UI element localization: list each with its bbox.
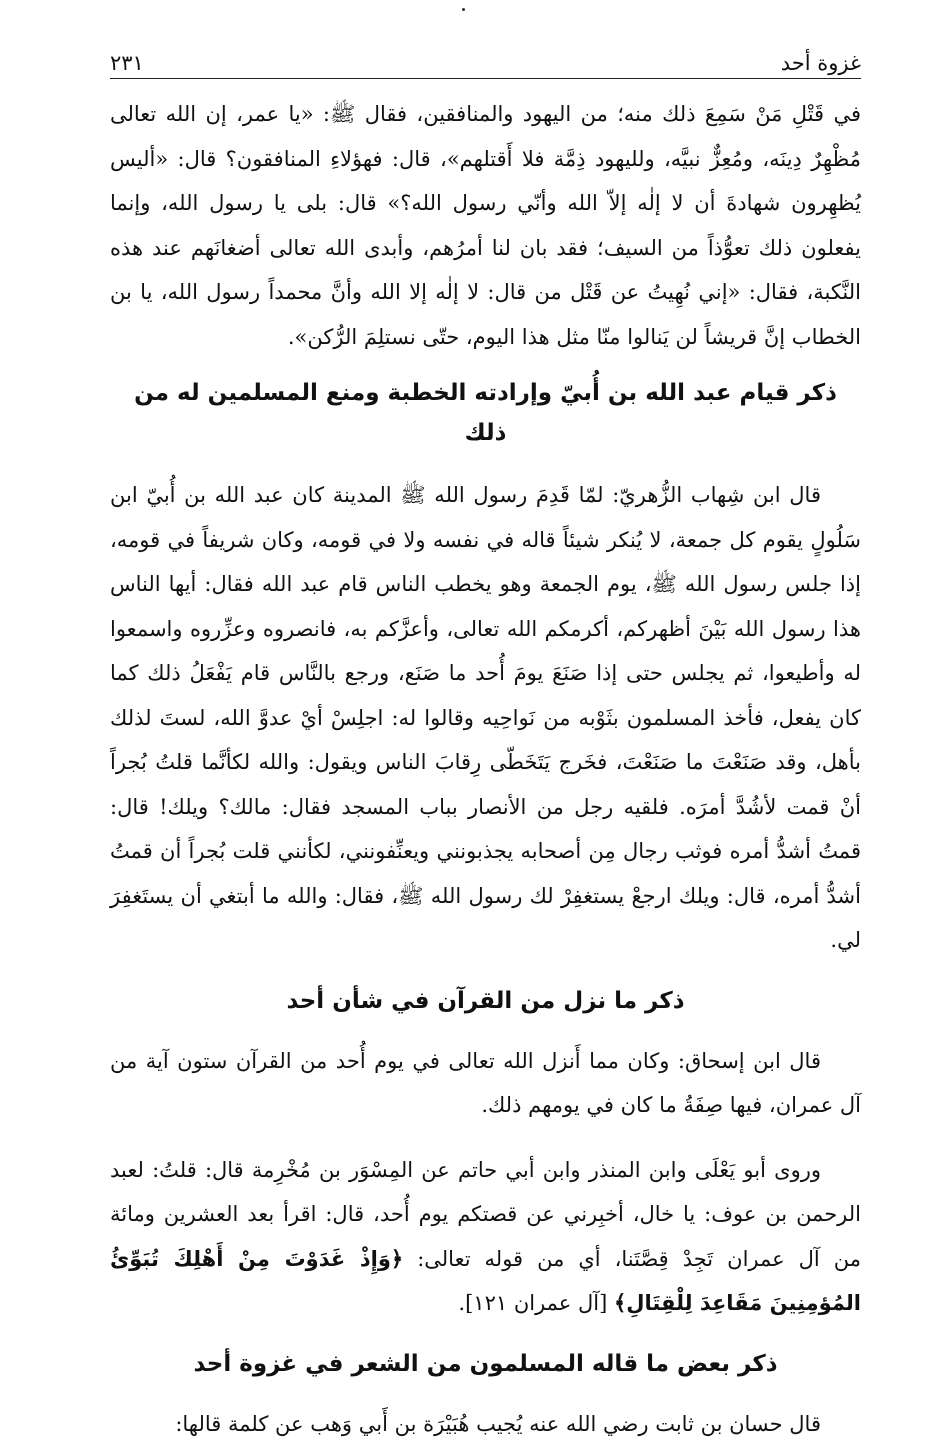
narration-text: وروى أبو يَعْلَى وابن المنذر وابن أبي حاتم عن المِسْوَر بن مُخْرِمة قال: قلتُ: لعبد الرحمن بن عوف: يا خال، أخبِرني عن قصتكم يوم أُحد، قال: اقرأ بعد العشرين ومائة من آل عمران تَجِدْ قِصَّتَنا، أي من قوله تعالى: [110,1158,861,1271]
verse-reference: [آل عمران ١٢١]. [458,1291,614,1315]
section-heading-poetry: ذكر بعض ما قاله المسلمون من الشعر في غزوة أحد [110,1344,861,1384]
paragraph-gap [110,1128,861,1148]
running-title: غزوة أحد [781,48,861,78]
scan-speck [462,8,465,11]
paragraph-zuhri-narration: قال ابن شِهاب الزُّهريّ: لمّا قَدِمَ رسول الله ﷺ المدينة كان عبد الله بن أُبيّ ابن سَلُولٍ يقوم كل جمعة، لا يُنكر شيئاً قاله في نفسه ولا في قومه، وكان شريفاً في قومه، إذا جلس رسول الله ﷺ، يوم الجمعة وهو يخطب الناس قام عبد الله فقال: أيها الناس هذا رسول الله بَيْنَ أظهركم، أكرمكم الله تعالى، وأعزَّكم به، فانصروه وعزِّروه واسمعوا له وأطيعوا، ثم يجلس حتى إذا صَنَعَ يومَ أُحد ما صَنَع، ورجع بالنَّاس قام يَفْعَلُ ذلك كما كان يفعل، فأخذ المسلمون بثَوْبه من نَواحِيه وقالوا له: اجلِسْ أيْ عدوَّ الله، لستَ لذلك بأهل، وقد صَنَعْتَ ما صَنَعْتَ، فخَرج يَتَخَطّى رِقابَ الناس ويقول: والله لكأنَّما قلتُ بُجراً أنْ قمت لأشُدَّ أمرَه. فلقيه رجل من الأنصار بباب المسجد فقال: مالك؟ ويلك! قال: قمتُ أشدُّ أمره فوثب رجال مِن أصحابه يجذبونني ويعنِّفونني، لكأنني قلت بُجراً أن قمتُ أشدُّ أمره، قال: ويلك ارجعْ يستغفِرْ لك رسول الله ﷺ، فقال: والله ما أبتغي أن يستَغفِرَ لي. [110,473,861,963]
page-number: ٢٣١ [110,48,144,78]
paragraph-miswar-narration [110,1148,861,1326]
paragraph-continued: في قَتْلِ مَنْ سَمِعَ ذلك منه؛ من اليهود والمنافقين، فقال ﷺ: «يا عمر، إن الله تعالى مُظْهِرٌ دِينَه، ومُعِزٌّ نبيَّه، ولليهود ذِمَّة فلا أَقتلهم»، قال: فهؤلاءِ المنافقون؟ قال: «أليس يُظهِرون شهادةَ أن لا إلٰه إلاّ الله وأنّي رسول الله؟» قال: بلى يا رسول الله، وإنما يفعلون ذلك تعوُّذاً من السيف؛ فقد بان لنا أمرُهم، وأبدى الله تعالى أضغانَهم عند هذه النَّكبة، فقال: «إني نُهِيتُ عن قَتْل من قال: لا إلٰه إلا الله وأنَّ محمداً رسول الله، يا بن الخطاب إنَّ قريشاً لن يَنالوا منّا مثل هذا اليوم، حتّى نستلِمَ الرُّكن». [110,92,861,359]
paragraph-hassan: قال حسان بن ثابت رضي الله عنه يُجيب هُبَيْرَة بن أَبي وَهب عن كلمة قالها: [110,1402,861,1446]
quran-verse: ﴿وَإِذْ غَدَوْتَ مِنْ أَهْلِكَ تُبَوِّئُ المُؤمِنِينَ مَقَاعِدَ لِلْقِتَالِ﴾ [110,1247,861,1316]
running-header [110,44,861,79]
paragraph-ibn-ishaq: قال ابن إسحاق: وكان مما أَنزل الله تعالى في يوم أُحد من القرآن ستون آية من آل عمران، فيها صِفَةُ ما كان في يومهم ذلك. [110,1039,861,1128]
section-heading-ibn-ubayy: ذكر قيام عبد الله بن أُبيّ وإرادته الخطبة ومنع المسلمين له من ذلك [110,373,861,453]
page-body [110,92,861,1446]
section-heading-quran-uhud: ذكر ما نزل من القرآن في شأن أحد [110,981,861,1021]
